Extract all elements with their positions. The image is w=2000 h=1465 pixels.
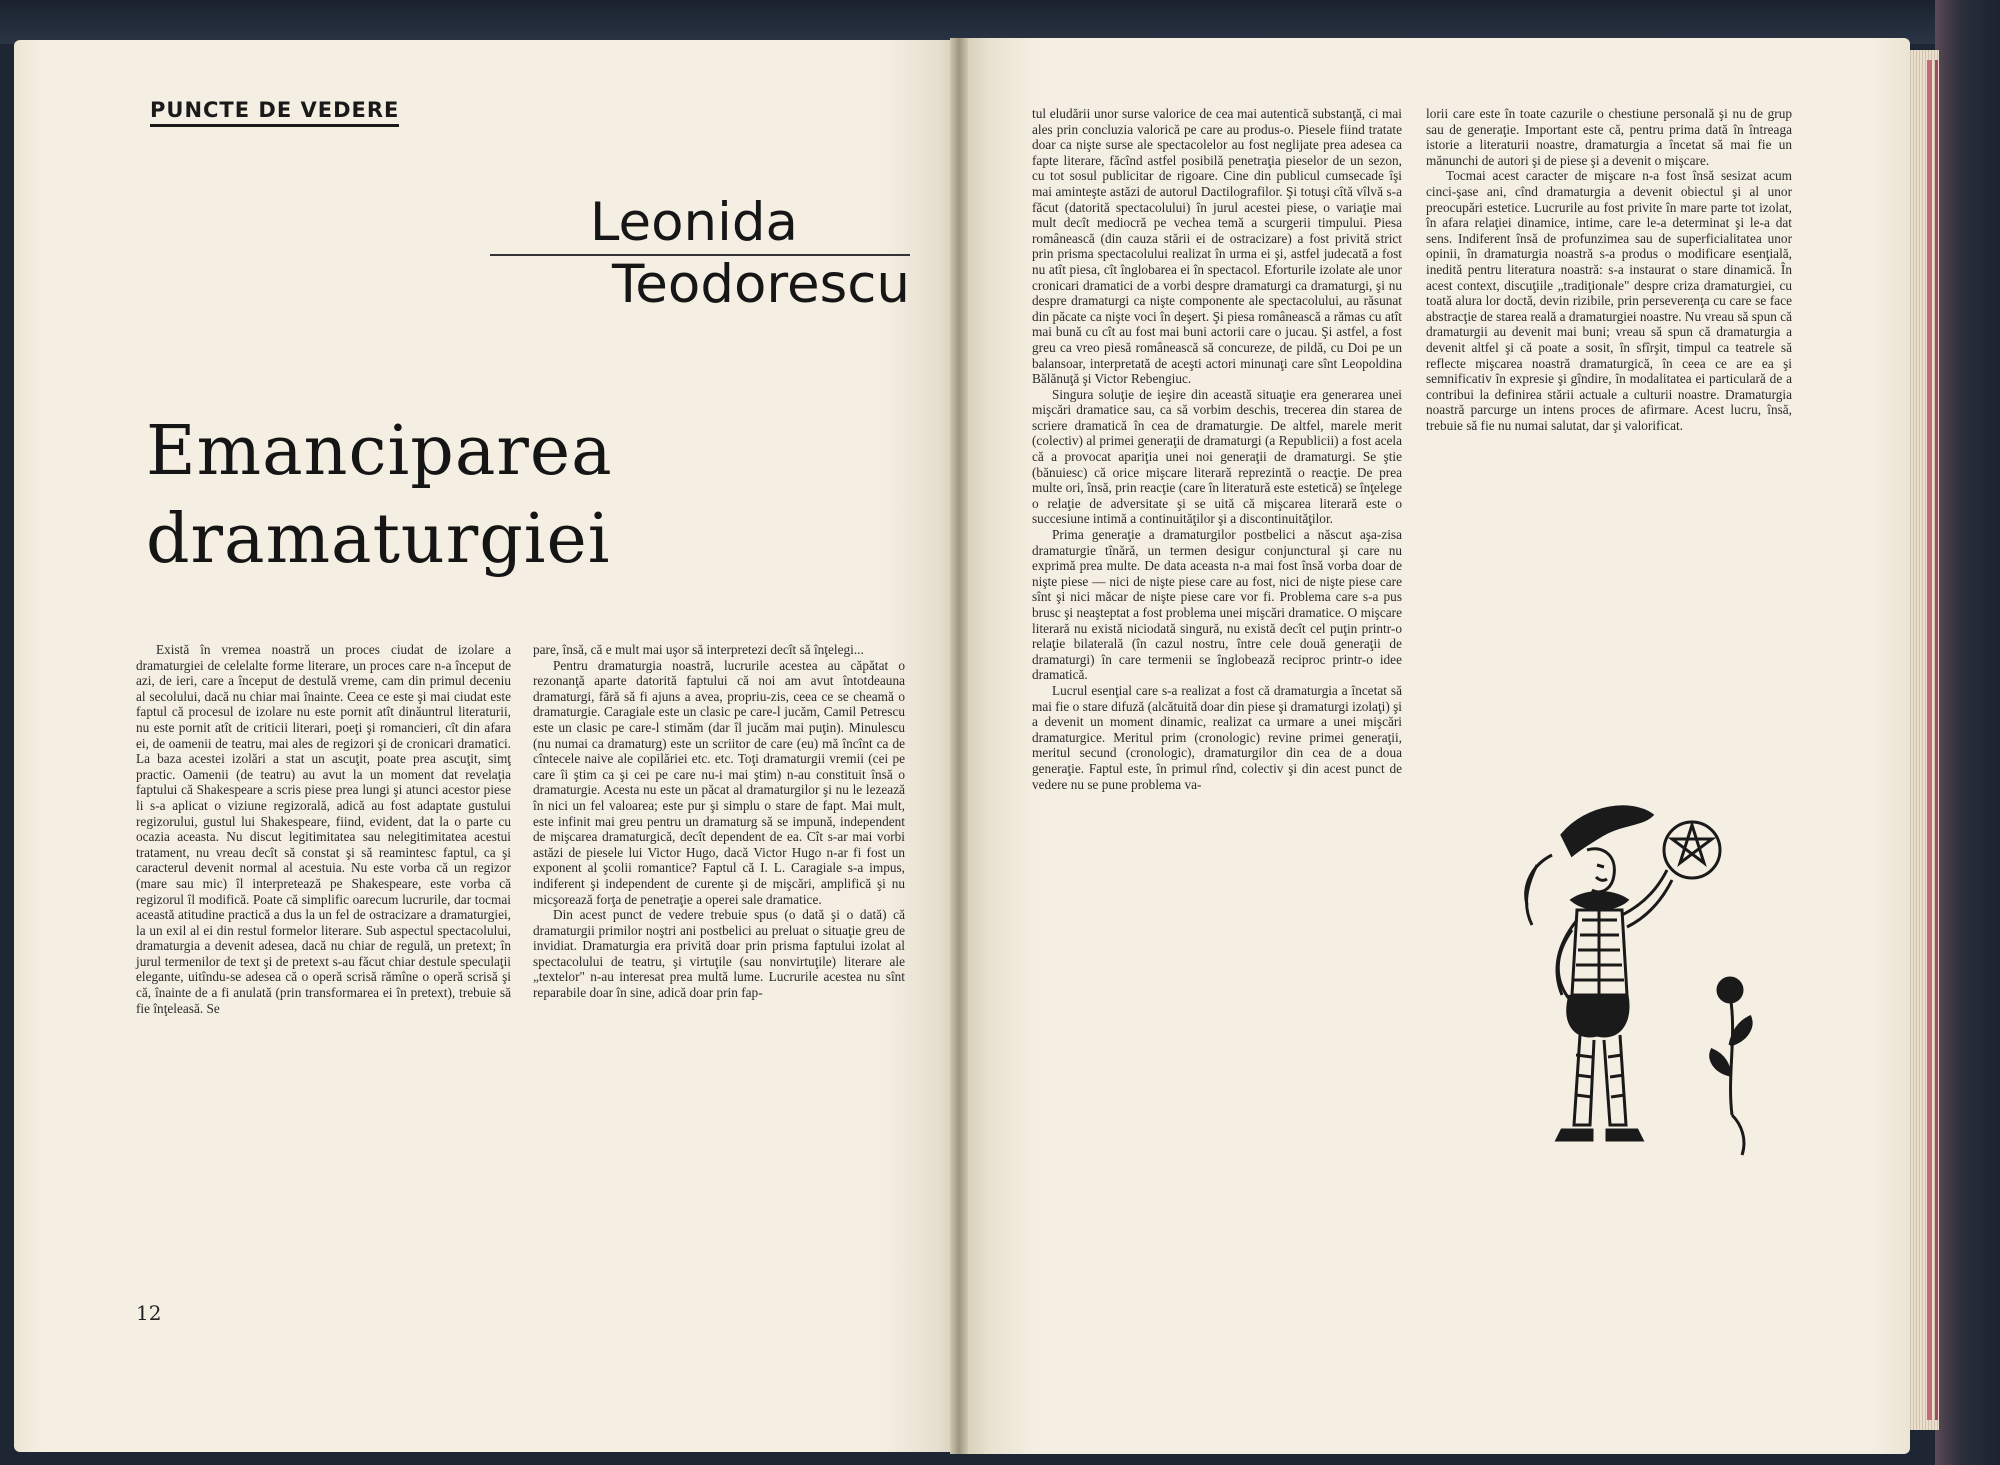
paragraph: Prima generaţie a dramaturgilor postbelici a născut aşa-zisa dramaturgie tînără, un termen desigur conjunctural şi care nu exprimă prea multe. De data aceasta n-a mai fost însă vorba doar de nişte piese — nici de nişte piese care au fost, nici de nişte piese care sînt şi nici măcar de nişte piese care vor fi. Problema care s-a pus brusc şi neaşteptat a fost problema unei mişcări dramatice. O mişcare literară nu există niciodată singură, nu există decît cel puţin printr-o relaţie bilaterală (în cazul nostru, între cele două generaţii de dramaturgi) în care termenii se înglobează reciproc printr-o idee dramatică. (1032, 527, 1402, 683)
right-column-2 (1426, 106, 1792, 433)
woodcut-figure-icon (1492, 795, 1802, 1185)
edge-band-dark (1935, 60, 1938, 1420)
article-title-line1: Emanciparea (146, 412, 613, 491)
paragraph: Lucrul esenţial care s-a realizat a fost că dramaturgia a încetat să mai fie o stare difuză (alcătuită doar din piese şi dramaturgi izolaţi) şi a devenit un moment dinamic, realizat ca urmare a unei mişcări dramaturgice. Meritul prim (cronologic) revine primei generaţii, meritul secund (cronologic), dramaturgilor din cea de a doua generaţie. Faptul este, în primul rînd, colectiv şi din acest punct de vedere nu se pune problema va- (1032, 682, 1402, 792)
paragraph: Singura soluţie de ieşire din această situaţie era generarea unei mişcări dramatice sau, ca să vorbim deschis, trecerea din starea de scriere dramatică în cea de dramaturgie. De altfel, marele merit (colectiv) al primei generaţii de dramaturgi (a Republicii) a fost acela că a provocat apariţia unei noi generaţii de dramaturgi. Se ştie (bănuiesc) că orice mişcare literară reprezintă o reacţie. De prea multe ori, însă, prin reacţie (care în literatură este estetică) se înţelege o relaţie de adversitate şi se uită că mişcarea literară este o succesiune intimă a continuităţilor şi a discontinuităţilor. (1032, 386, 1402, 527)
book-gutter (950, 38, 968, 1454)
paragraph: tul eludării unor surse valorice de cea mai autentică substanţă, ci mai ales prin concluzia valorică pe care au produs-o. Piesele fiind tratate doar ca nişte surse ale spectacolelor au fost neglijate prea adesea ca fapte literare, făcînd astfel posibilă penetraţia pieselor de un sezon, cu tot sosul publicitar de rigoare. Cine din publicul cumsecade îşi mai aminteşte astăzi de autorul Dactilografilor. Şi totuşi cîtă vîlvă s-a făcut (datorită spectacolului) în jurul acestei piese, o variaţie mai mult decît mediocră pe vechea temă a scurgerii timpului. Piesa românească (din cauza stării ei de ostracizare) a fost privită strict prin prisma spectacolului realizat în urma ei şi, astfel judecată a fost nu atît piesa, cît înglobarea ei în spectacol. Eforturile izolate ale unor cronicari dramatici de a vorbi despre dramaturgi ca dramaturgi, şi nu despre dramaturgi ca nişte componente ale spectacolului, au răsunat din păcate ca nişte voci în deşert. Şi piesa românească a rămas cu atît mai bună cu cît au fost mai buni actorii care o jucau. Şi astfel, a fost greu ca vreo piesă românească să concureze, de pildă, cu Doi pe un balansoar, interpretată de aceşti actori minunaţi care sînt Leopoldina Bălănuţă şi Victor Rebengiuc. (1032, 106, 1402, 387)
author-last-name: Teodorescu (611, 254, 910, 315)
edge-band (1927, 60, 1932, 1420)
book-cover-right (1935, 0, 2000, 1465)
paragraph: pare, însă, că e mult mai uşor să interpretezi decît să înţelegi... (533, 642, 864, 657)
left-column-2 (533, 642, 905, 1001)
page-edges (1905, 50, 1939, 1430)
author-first-name: Leonida (490, 194, 910, 256)
paragraph: Există în vremea noastră un proces ciudat de izolare a dramaturgiei de celelalte forme literare, un proces care n-a început de azi, de ieri, care a început de destulă vreme, cam din primul deceniu al secolului, dacă nu chiar mai înainte. Ceea ce este şi mai ciudat este faptul că procesul de izolare nu este pornit atît dinăuntrul literaturii, nu este pornit atît de criticii literari, poeţi şi romancieri, cît din afara ei, de oamenii de teatru, mai ales de regizori şi de cronicari dramatici. La baza acestei izolări a stat un ascuţit, poate prea ascuţit, simţ practic. Oamenii (de teatru) au avut la un moment dat revelaţia faptului că Shakespeare a scris piese prea lungi şi atunci acestor piese li s-a aplicat o viziune regizorală, adică au fost adaptate gustului regizorului, gustul lui Shakespeare, fiind, evident, dat la o parte cu ocazia aceasta. Nu discut legitimitatea sau nelegitimitatea acestui tratament, nu vreau decît să constat şi să reamintesc faptul, ca şi caracterul devenit normal al acestuia. Nu este vorba că un regizor (mare sau mic) îl interpretează pe Shakespeare, este vorba că regizorul îl modifică. Poate că simplific oarecum lucrurile, dar tocmai această atitudine practică a dus la un fel de ostracizare a dramaturgiei, la un exil al ei din restul formelor literare. Sub aspectul spectacolului, dramaturgia a devenit adesea, dacă nu chiar de regulă, un pretext; în jurul termenilor de text şi de pretext s-au făcut chiar destule speculaţii elegante, uitîndu-se adesea că o operă scrisă rămîne o operă scrisă şi că, înainte de a fi anulată (prin transformarea ei în pretext), trebuie să fie înţeleasă. Se (136, 642, 511, 1016)
article-title (146, 408, 846, 584)
section-label: PUNCTE DE VEDERE (150, 98, 399, 127)
page-number: 12 (136, 1301, 162, 1325)
right-column-1 (1032, 106, 1402, 792)
left-column-1 (136, 642, 511, 1016)
paragraph: lorii care este în toate cazurile o chestiune personală şi nu de grup sau de generaţie. Important este că, pentru prima dată în întreaga istorie a literaturii noastre, dramaturgia a încetat să mai fie un mănunchi de autori şi de piese şi a devenit o mişcare. (1426, 106, 1792, 168)
paragraph: Din acest punct de vedere trebuie spus (o dată şi o dată) că dramaturgii primilor noştri ani postbelici au preluat o situaţie greu de invidiat. Dramaturgia era privită doar prin prisma faptului izolat al spectacolului de teatru, şi virtuţile (sau nonvirtuţile) literare ale „textelor" n-au interesat prea multă lume. Lucrurile acestea nu sînt reparabile doar în sine, adică doar prin fap- (533, 907, 905, 1001)
paragraph: Pentru dramaturgia noastră, lucrurile acestea au căpătat o rezonanţă aparte datorită faptului că noi am avut întotdeauna dramaturgi, fără să fi ajuns a avea, propriu-zis, ceea ce se cheamă o dramaturgie. Caragiale este un clasic pe care-l jucăm, Camil Petrescu este un clasic pe care-l stimăm (dar îl jucăm mai puţin). Minulescu (nu numai ca dramaturg) este un scriitor de care (eu) mă încînt ca de cîntecele naive ale copilăriei etc. etc. Toţi dramaturgii vremii (cei pe care îi ştim ca şi cei pe care nu-i mai ştim) n-au constituit însă o dramaturgie. Acesta nu este un păcat al dramaturgilor şi nu le lezează în nici un fel valoarea; este pur şi simplu o stare de fapt. Mai mult, este infinit mai greu pentru un dramaturg să se impună, independent de mişcarea dramaturgică, decît dependent de ea. Cît s-ar mai vorbi astăzi de piesele lui Victor Hugo, dacă Victor Hugo n-ar fi fost un exponent al şcolii romantice? Faptul că I. L. Caragiale s-a impus, indiferent şi independent de curente şi de mişcări, amplifică şi nu micşorează forţa de penetraţie a operei sale dramatice. (533, 657, 905, 907)
author-name (490, 194, 910, 314)
article-title-line2: dramaturgiei (146, 500, 611, 579)
paragraph: Tocmai acest caracter de mişcare n-a fost însă sesizat acum cinci-şase ani, cînd dramaturgia a devenit obiectul şi al unor preocupări estetice. Lucrurile au fost privite în mare parte tot izolat, în afara relaţiei dinamice, intime, care le-a determinat şi le-a dat sens. Indiferent însă de profunzimea sau de superficialitatea unor opinii, în dramaturgia noastră s-a produs o modificare esenţială, inedită pentru literatura noastră: s-a instaurat o stare dinamică. În acest context, discuţiile „tradiţionale" despre criza dramaturgiei, cu toată alura lor doctă, devin rizibile, prin perseverenţa cu care se face abstracţie de starea reală a dramaturgiei noastre. Nu vreau să spun că dramaturgii au devenit mai buni; vreau să spun că dramaturgia a devenit altfel şi că poate a sosit, în sfîrşit, timpul ca teatrele să reflecte mişcarea noastră dramaturgică, în ceea ce are ea şi semnificativ în expresie şi gîndire, în modalitatea ei particulară de a contribui la definirea stării actuale a culturii noastre. Dramaturgia noastră parcurge un intens proces de afirmare. Acest lucru, însă, trebuie să fie nu numai salutat, dar şi valorificat. (1426, 168, 1792, 433)
